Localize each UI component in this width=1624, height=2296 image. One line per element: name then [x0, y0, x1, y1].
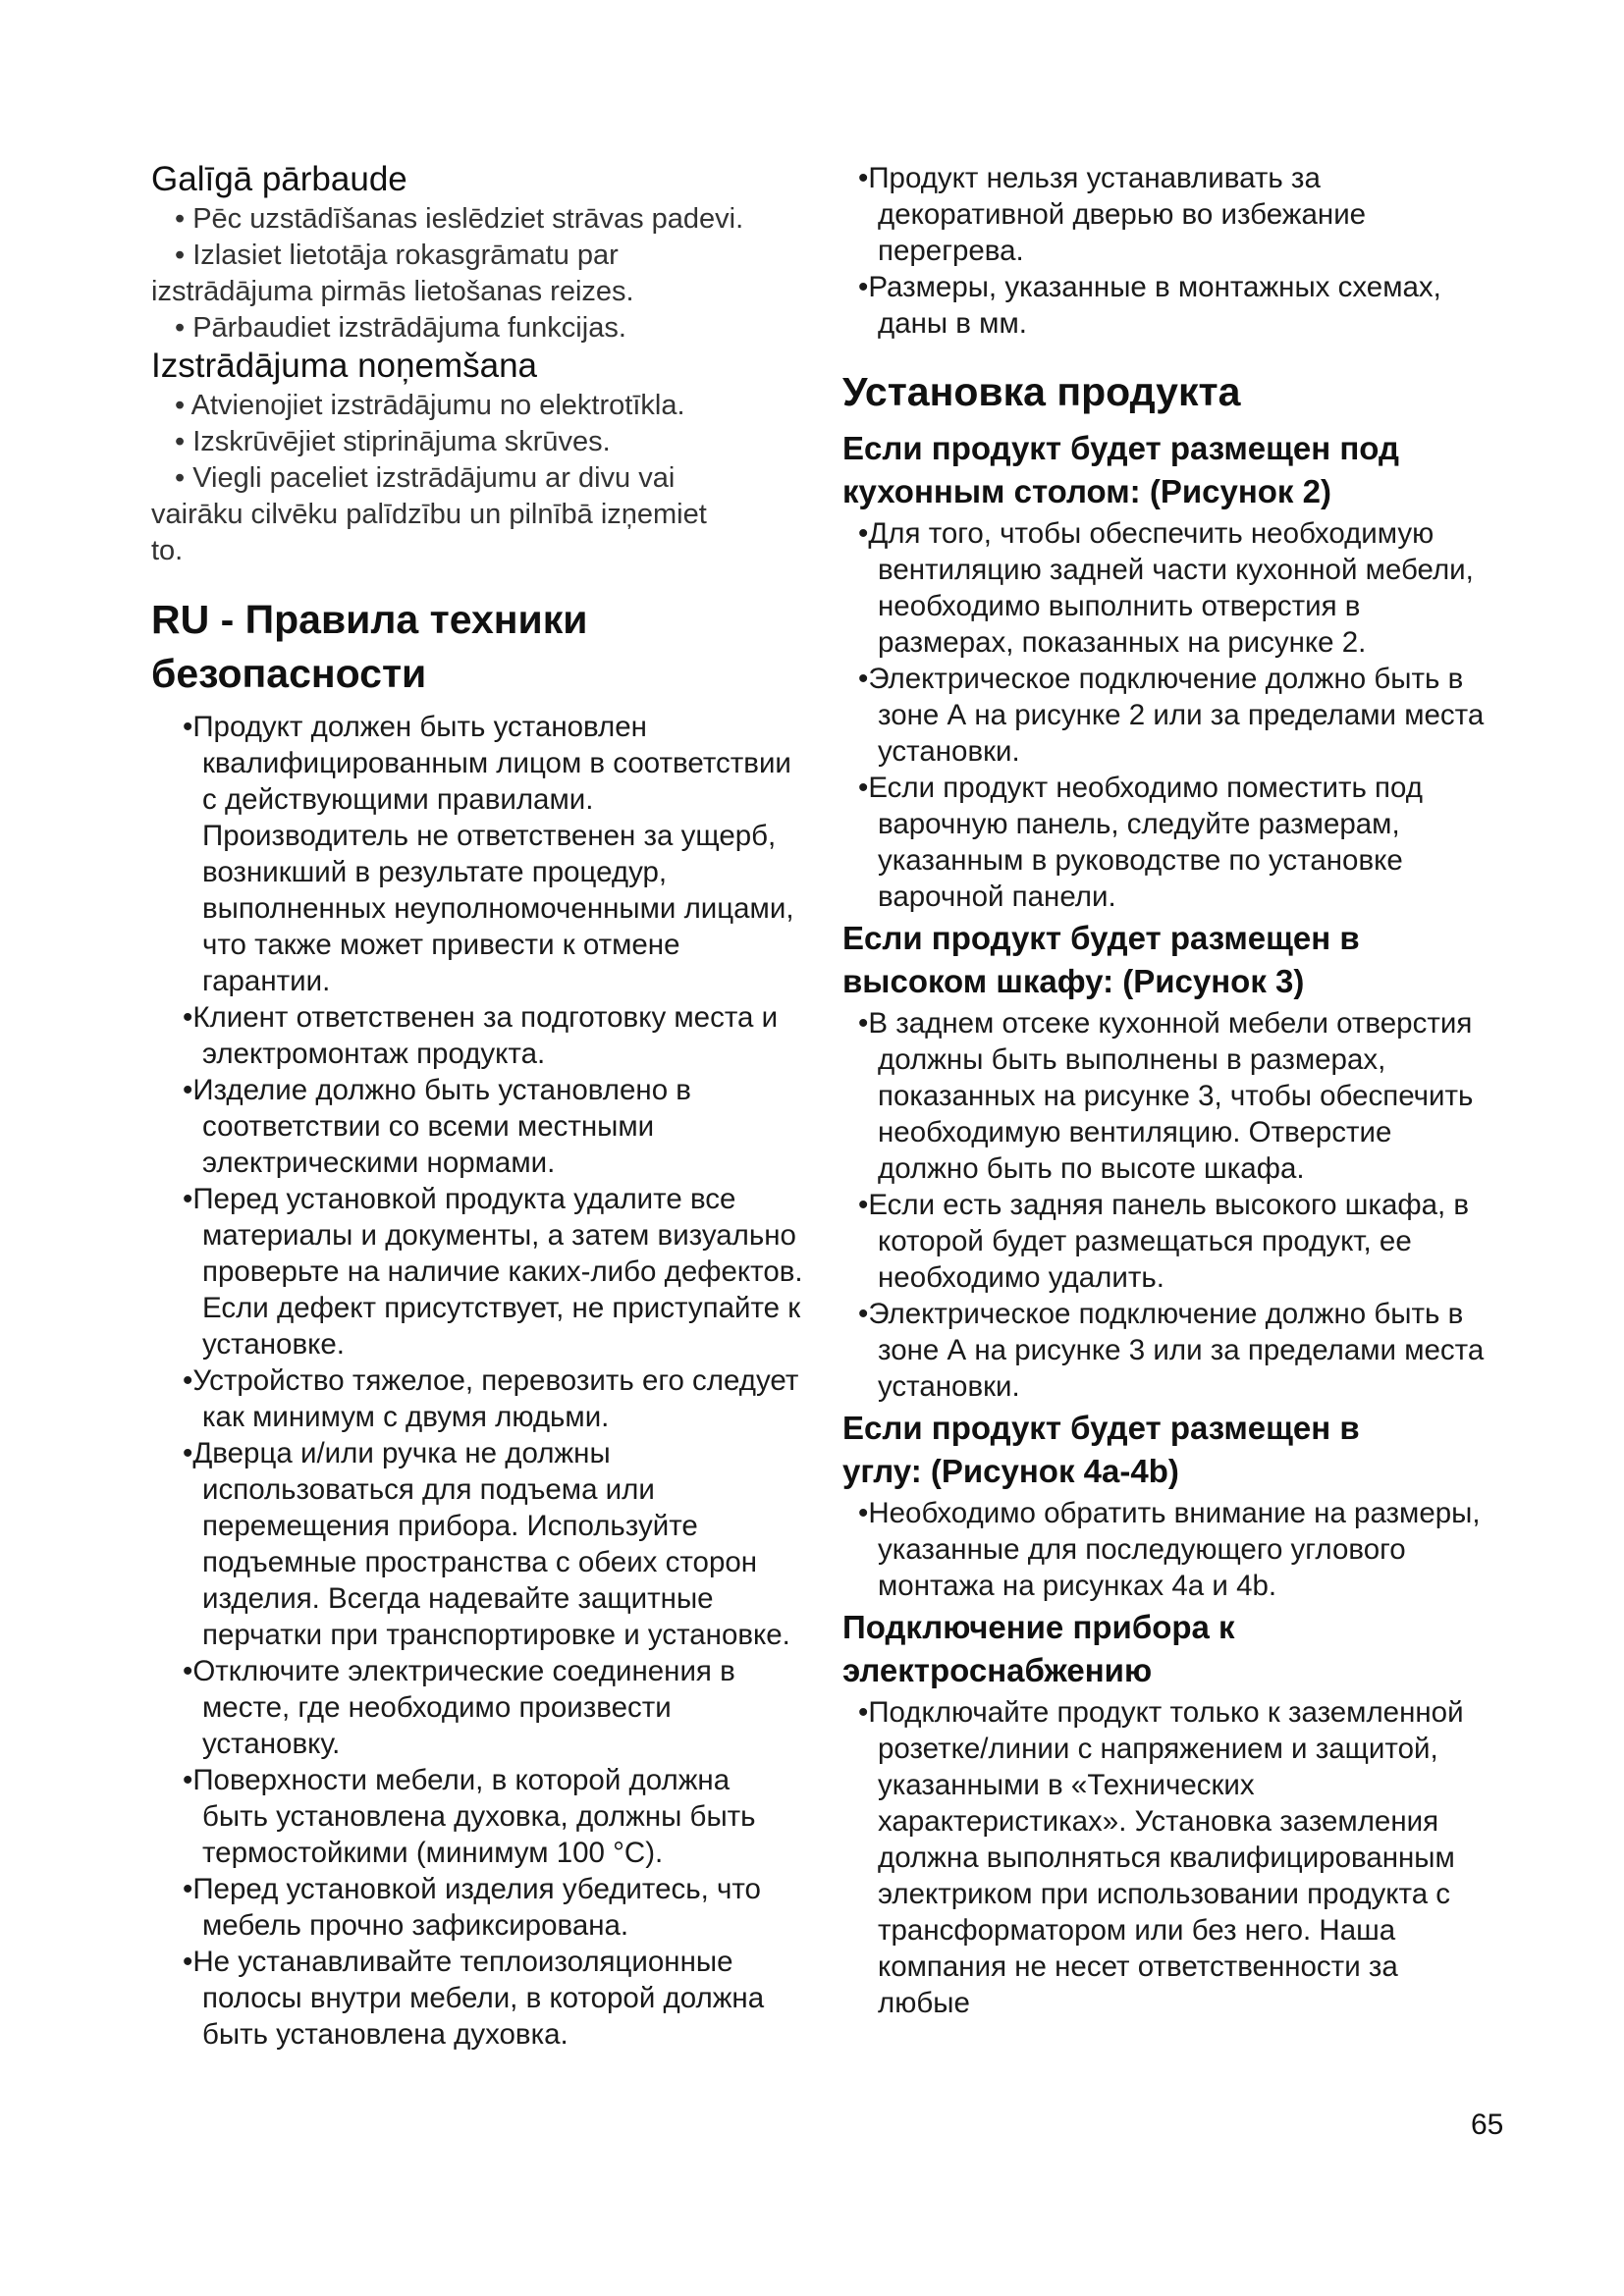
list-item: •Если продукт необходимо поместить под варочную панель, следуйте размерам, указанным в руководстве по установке варочной панели. — [858, 772, 1423, 913]
power-connection-heading — [842, 1606, 1490, 1692]
ru-safety-heading-line1: RU - Правила техники — [151, 597, 588, 642]
list-item: • Atvienojiet izstrādājumu no elektrotīkla. — [175, 390, 685, 421]
power-connection-list — [842, 1694, 1490, 2021]
install-heading: Установка продукта — [842, 369, 1241, 414]
ru-safety-heading-line2: безопасности — [151, 651, 427, 696]
power-connection-heading-line2: электроснабжению — [842, 1652, 1153, 1688]
list-item: •Не устанавливайте теплоизоляционные полосы внутри мебели, в которой должна быть установлена духовка. — [183, 1946, 765, 2051]
corner-list — [842, 1495, 1490, 1604]
lv-removal-list — [151, 388, 803, 569]
list-item: to. — [151, 535, 184, 566]
list-item: •Устройство тяжелое, перевозить его следует как минимум с двумя людьми. — [183, 1364, 799, 1433]
corner-heading-line2: углу: (Рисунок 4а-4b) — [842, 1453, 1179, 1489]
tall-cabinet-heading — [842, 917, 1490, 1003]
list-item: •Размеры, указанные в монтажных схемах, даны в мм. — [858, 271, 1441, 340]
list-item: •Электрическое подключение должно быть в зоне А на рисунке 2 или за пределами места установки. — [858, 663, 1485, 768]
list-item: • Pēc uzstādīšanas ieslēdziet strāvas padevi. — [175, 203, 744, 235]
tall-cabinet-heading-line1: Если продукт будет размещен в — [842, 920, 1360, 956]
list-item: • Izlasiet lietotāja rokasgrāmatu par — [175, 240, 619, 271]
list-item: •Отключите электрические соединения в месте, где необходимо произвести установку. — [183, 1655, 735, 1760]
list-item: •Электрическое подключение должно быть в зоне А на рисунке 3 или за пределами места установки. — [858, 1298, 1485, 1403]
list-item: • Pārbaudiet izstrādājuma funkcijas. — [175, 312, 626, 344]
list-item: •Изделие должно быть установлено в соответствии со всеми местными электрическими нормами. — [183, 1074, 691, 1179]
list-item: •Если есть задняя панель высокого шкафа, в которой будет размещаться продукт, ее необходимо удалить. — [858, 1189, 1470, 1294]
list-item: •Для того, чтобы обеспечить необходимую вентиляцию задней части кухонной мебели, необходимо выполнить отверстия в размерах, показанных на рисунке 2. — [858, 517, 1474, 659]
tall-cabinet-heading-line2: высоком шкафу: (Рисунок 3) — [842, 963, 1305, 999]
list-item: •Поверхности мебели, в которой должна быть установлена духовка, должны быть термостойкими (минимум 100 °C). — [183, 1764, 756, 1869]
lv-final-check-heading: Galīgā pārbaude — [151, 160, 407, 198]
list-item: • Izskrūvējiet stiprinājuma skrūves. — [175, 426, 611, 457]
corner-heading — [842, 1407, 1490, 1493]
corner-heading-line1: Если продукт будет размещен в — [842, 1410, 1360, 1446]
lv-removal-heading: Izstrādājuma noņemšana — [151, 347, 537, 385]
ru-safety-heading — [151, 593, 803, 701]
list-item: • Viegli paceliet izstrādājumu ar divu vai — [175, 462, 676, 494]
ru-top-list — [842, 160, 1490, 342]
right-column — [842, 160, 1490, 2021]
page-number: 65 — [1471, 2109, 1504, 2141]
under-counter-heading-line1: Если продукт будет размещен под — [842, 430, 1399, 466]
under-counter-heading — [842, 427, 1490, 513]
power-connection-heading-line1: Подключение прибора к — [842, 1609, 1235, 1645]
list-item: •Подключайте продукт только к заземленной розетке/линии с напряжением и защитой, указанными в «Технических характеристиках». Установка заземления должна выполняться квалифицированным электриком при использовании продукта с трансформатором или без него. Наша компания не несет ответственности за любые — [858, 1696, 1464, 2019]
list-item: •Необходимо обратить внимание на размеры, указанные для последующего углового монтажа на рисунках 4a и 4b. — [858, 1497, 1481, 1602]
under-counter-list — [842, 515, 1490, 915]
list-item: •Перед установкой продукта удалите все материалы и документы, а затем визуально проверьте на наличие каких-либо дефектов. Если дефект присутствует, не приступайте к установке. — [183, 1183, 803, 1361]
left-column — [151, 160, 803, 2053]
lv-final-check-list — [151, 201, 803, 347]
list-item: •Перед установкой изделия убедитесь, что мебель прочно зафиксирована. — [183, 1873, 761, 1942]
under-counter-heading-line2: кухонным столом: (Рисунок 2) — [842, 473, 1331, 509]
tall-cabinet-list — [842, 1005, 1490, 1405]
ru-safety-list — [151, 709, 803, 2053]
list-item: •Продукт нельзя устанавливать за декоративной дверью во избежание перегрева. — [858, 162, 1367, 267]
list-item: •Дверца и/или ручка не должны использоваться для подъема или перемещения прибора. Используйте подъемные пространства с обеих сторон изделия. Всегда надевайте защитные перчатки при транспортировке и установке. — [183, 1437, 790, 1651]
list-item: •В заднем отсеке кухонной мебели отверстия должны быть выполнены в размерах, показанных на рисунке 3, чтобы обеспечить необходимую вентиляцию. Отверстие должно быть по высоте шкафа. — [858, 1007, 1474, 1185]
list-item: •Клиент ответственен за подготовку места и электромонтаж продукта. — [183, 1001, 779, 1070]
list-item: •Продукт должен быть установлен квалифицированным лицом в соответствии с действующими правилами. Производитель не ответственен за ущерб, возникший в результате процедур, выполненных неуполномоченными лицами, что также может привести к отмене гарантии. — [183, 711, 794, 997]
list-item: izstrādājuma pirmās lietošanas reizes. — [151, 276, 634, 307]
list-item: vairāku cilvēku palīdzību un pilnībā izņemiet — [151, 499, 707, 530]
